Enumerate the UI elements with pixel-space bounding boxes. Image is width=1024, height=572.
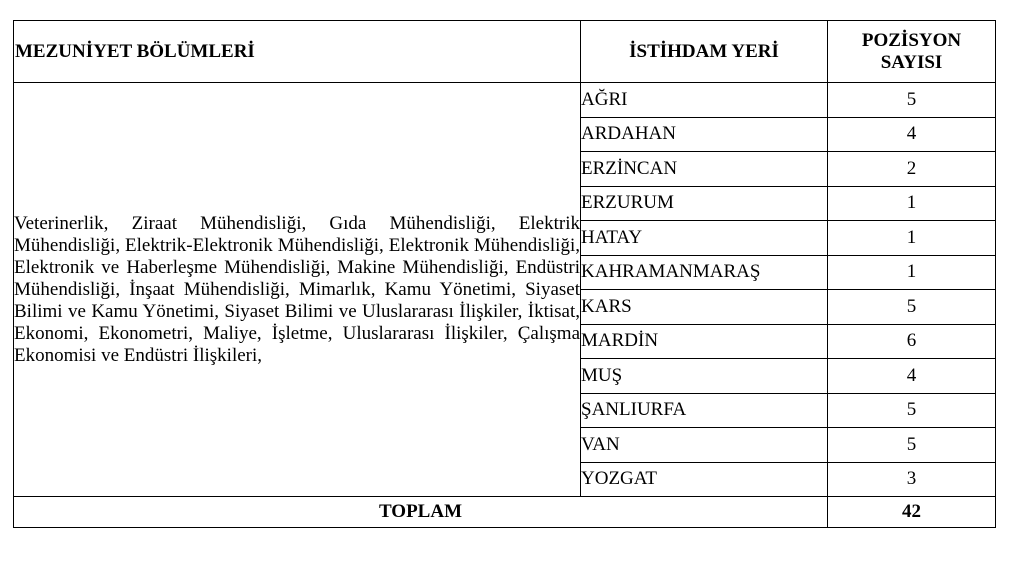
count-cell: 4: [828, 117, 996, 152]
header-departments: MEZUNİYET BÖLÜMLERİ: [14, 21, 581, 83]
header-location: İSTİHDAM YERİ: [581, 21, 828, 83]
location-cell: AĞRI: [581, 83, 828, 118]
count-cell: 3: [828, 462, 996, 497]
count-cell: 5: [828, 393, 996, 428]
count-cell: 4: [828, 359, 996, 394]
table-row: [14, 83, 996, 118]
header-positions: [828, 21, 996, 83]
count-cell: 1: [828, 255, 996, 290]
positions-table: [13, 20, 996, 528]
count-cell: 1: [828, 221, 996, 256]
location-cell: KAHRAMANMARAŞ: [581, 255, 828, 290]
count-cell: 2: [828, 152, 996, 187]
count-cell: 5: [828, 83, 996, 118]
location-cell: MARDİN: [581, 324, 828, 359]
count-cell: 1: [828, 186, 996, 221]
location-cell: HATAY: [581, 221, 828, 256]
total-label: TOPLAM: [14, 497, 828, 528]
location-cell: MUŞ: [581, 359, 828, 394]
location-cell: ARDAHAN: [581, 117, 828, 152]
total-row: [14, 497, 996, 528]
location-cell: ŞANLIURFA: [581, 393, 828, 428]
header-positions-label: POZİSYON SAYISI: [861, 29, 962, 73]
count-cell: 6: [828, 324, 996, 359]
location-cell: YOZGAT: [581, 462, 828, 497]
departments-cell: Veterinerlik, Ziraat Mühendisliği, Gıda Mühendisliği, Elektrik Mühendisliği, Elektrik-Elektronik Mühendisliği, Elektronik Mühendisliği, Elektronik ve Haberleşme Mühendisliği, Makine Mühendisliği, Endüstri Mühendisliği, İnşaat Mühendisliği, Mimarlık, Kamu Yönetimi, Siyaset Bilimi ve Kamu Yönetimi, Siyaset Bilimi ve Uluslararası İlişkiler, İktisat, Ekonomi, Ekonometri, Maliye, İşletme, Uluslararası İlişkiler, Çalışma Ekonomisi ve Endüstri İlişkileri,: [14, 83, 581, 497]
total-value: 42: [828, 497, 996, 528]
count-cell: 5: [828, 428, 996, 463]
location-cell: ERZURUM: [581, 186, 828, 221]
location-cell: KARS: [581, 290, 828, 325]
count-cell: 5: [828, 290, 996, 325]
location-cell: ERZİNCAN: [581, 152, 828, 187]
location-cell: VAN: [581, 428, 828, 463]
table-header-row: [14, 21, 996, 83]
